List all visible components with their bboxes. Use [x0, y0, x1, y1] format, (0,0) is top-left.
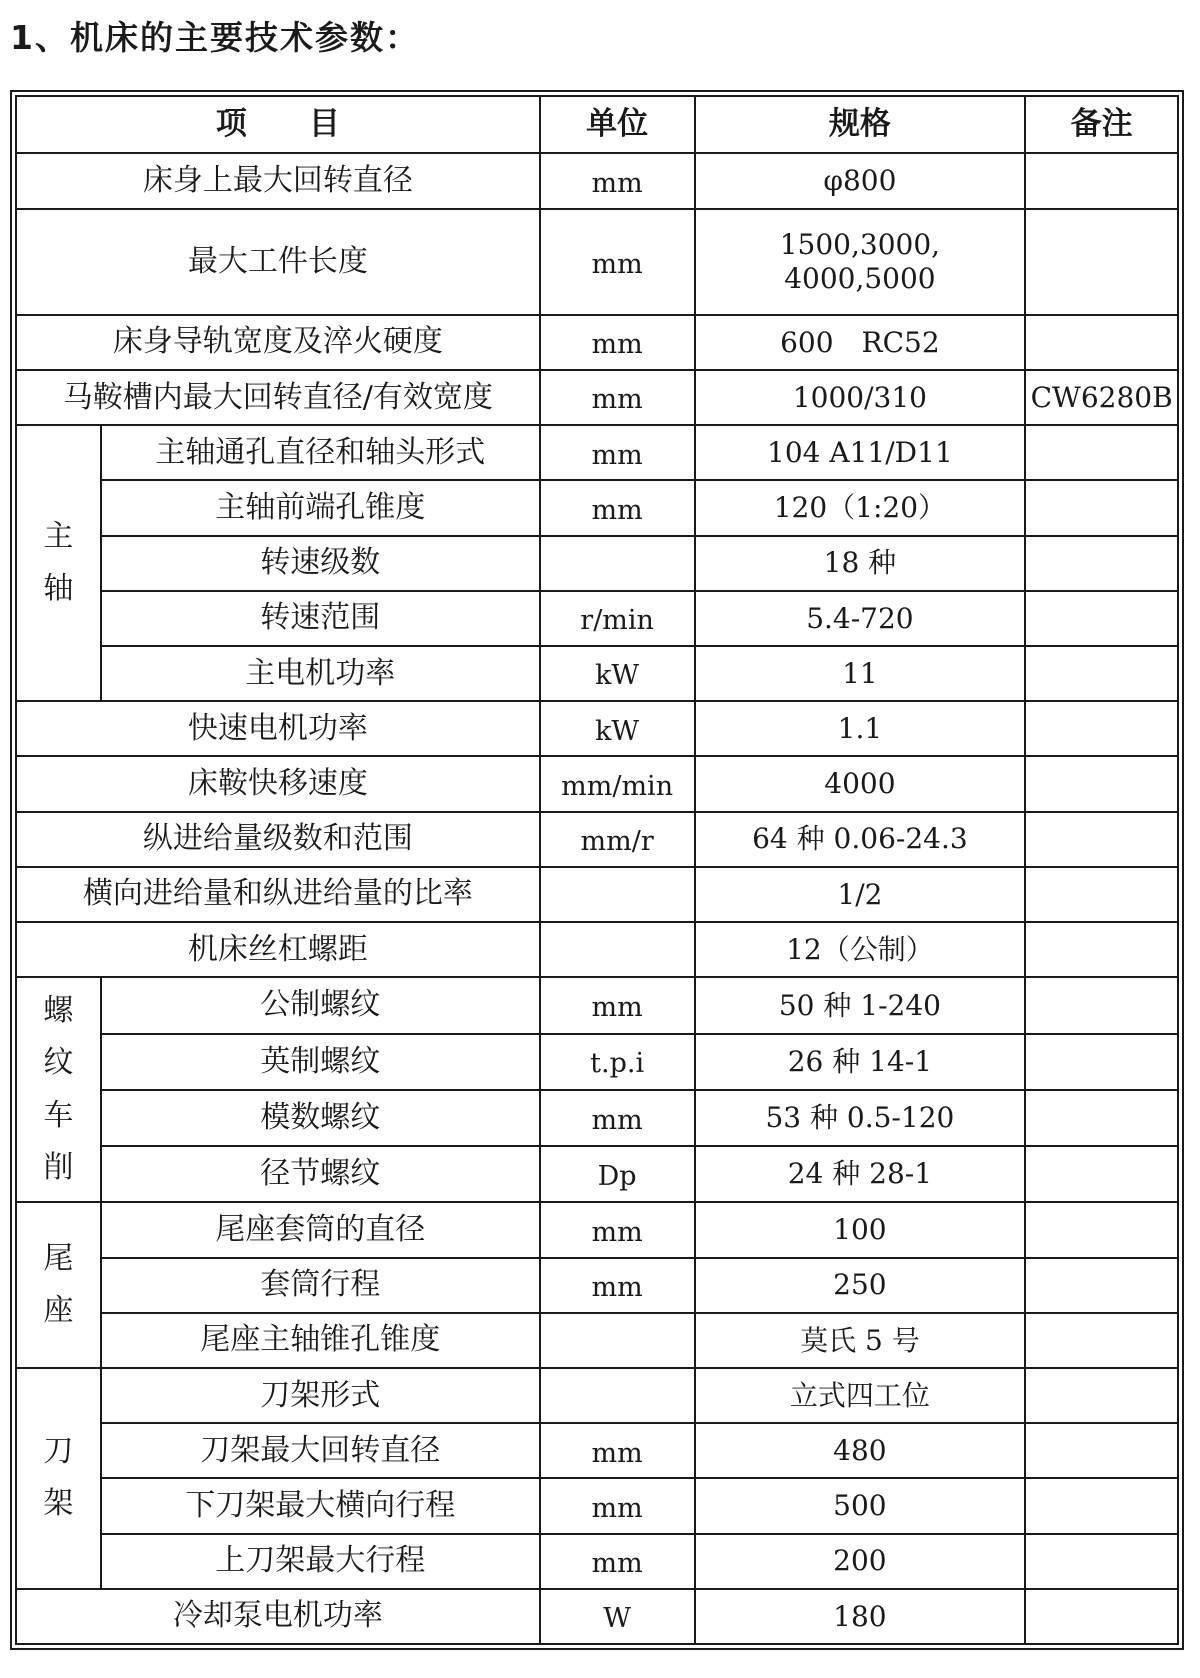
remark-cell [1025, 646, 1178, 701]
item-cell: 径节螺纹 [101, 1146, 540, 1202]
item-cell: 机床丝杠螺距 [16, 922, 540, 977]
unit-cell: mm [540, 1202, 695, 1257]
remark-cell [1025, 591, 1178, 646]
header-remark: 备注 [1025, 96, 1178, 153]
group-label-thread: 螺 纹 车 削 [16, 977, 101, 1202]
remark-cell [1025, 867, 1178, 922]
item-cell: 主轴通孔直径和轴头形式 [101, 425, 540, 480]
item-cell: 尾座套筒的直径 [101, 1202, 540, 1257]
spec-cell: 4000 [695, 756, 1026, 811]
item-cell: 床身导轨宽度及淬火硬度 [16, 315, 540, 370]
unit-cell [540, 1368, 695, 1423]
spec-cell: 100 [695, 1202, 1026, 1257]
spec-cell: 120（1:20） [695, 480, 1026, 535]
spec-cell: 104 A11/D11 [695, 425, 1026, 480]
spec-cell: 50 种 1-240 [695, 977, 1026, 1033]
remark-cell [1025, 1589, 1178, 1644]
unit-cell: mm [540, 480, 695, 535]
spec-cell: 600 RC52 [695, 315, 1026, 370]
spec-cell: 1.1 [695, 701, 1026, 756]
unit-cell: mm [540, 370, 695, 425]
spec-table-frame [10, 90, 1184, 1650]
item-cell: 转速级数 [101, 536, 540, 591]
unit-cell: mm [540, 153, 695, 208]
item-cell: 刀架形式 [101, 1368, 540, 1423]
table-row [16, 867, 1178, 922]
remark-cell [1025, 701, 1178, 756]
spec-cell: 64 种 0.06-24.3 [695, 812, 1026, 867]
table-row [16, 1034, 1178, 1090]
header-item: 项 目 [16, 96, 540, 153]
table-row [16, 1202, 1178, 1257]
spec-cell: φ800 [695, 153, 1026, 208]
spec-table [15, 95, 1179, 1645]
table-row [16, 480, 1178, 535]
remark-cell [1025, 1090, 1178, 1146]
unit-cell [540, 922, 695, 977]
spec-cell: 250 [695, 1258, 1026, 1313]
group-label-spindle: 主 轴 [16, 425, 101, 701]
unit-cell: t.p.i [540, 1034, 695, 1090]
table-row [16, 370, 1178, 425]
remark-cell [1025, 1423, 1178, 1478]
table-row [16, 1146, 1178, 1202]
table-row [16, 536, 1178, 591]
remark-cell [1025, 425, 1178, 480]
item-cell: 公制螺纹 [101, 977, 540, 1033]
table-row [16, 1534, 1178, 1589]
remark-cell [1025, 1313, 1178, 1368]
spec-cell: 5.4-720 [695, 591, 1026, 646]
unit-cell [540, 867, 695, 922]
unit-cell: r/min [540, 591, 695, 646]
remark-cell [1025, 922, 1178, 977]
unit-cell [540, 1313, 695, 1368]
item-cell: 刀架最大回转直径 [101, 1423, 540, 1478]
unit-cell: mm [540, 209, 695, 315]
table-row [16, 812, 1178, 867]
remark-cell [1025, 1146, 1178, 1202]
spec-cell: 11 [695, 646, 1026, 701]
unit-cell: mm [540, 315, 695, 370]
item-cell: 转速范围 [101, 591, 540, 646]
table-row [16, 315, 1178, 370]
page-title: 1、机床的主要技术参数： [10, 18, 420, 57]
header-spec: 规格 [695, 96, 1026, 153]
remark-cell [1025, 756, 1178, 811]
unit-cell: Dp [540, 1146, 695, 1202]
table-row [16, 701, 1178, 756]
item-cell: 主电机功率 [101, 646, 540, 701]
remark-cell [1025, 480, 1178, 535]
table-row [16, 1589, 1178, 1644]
remark-cell [1025, 1368, 1178, 1423]
item-cell: 套筒行程 [101, 1258, 540, 1313]
remark-cell [1025, 315, 1178, 370]
item-cell: 上刀架最大行程 [101, 1534, 540, 1589]
unit-cell: mm [540, 1090, 695, 1146]
spec-cell: 500 [695, 1478, 1026, 1533]
unit-cell: mm [540, 425, 695, 480]
item-cell: 床身上最大回转直径 [16, 153, 540, 208]
remark-cell [1025, 977, 1178, 1033]
remark-cell [1025, 1258, 1178, 1313]
table-row [16, 153, 1178, 208]
unit-cell: mm/min [540, 756, 695, 811]
remark-cell [1025, 812, 1178, 867]
table-row [16, 1478, 1178, 1533]
item-cell: 尾座主轴锥孔锥度 [101, 1313, 540, 1368]
remark-cell [1025, 1202, 1178, 1257]
spec-cell: 1500,3000, 4000,5000 [695, 209, 1026, 315]
remark-cell [1025, 153, 1178, 208]
item-cell: 英制螺纹 [101, 1034, 540, 1090]
spec-cell: 53 种 0.5-120 [695, 1090, 1026, 1146]
spec-cell: 1/2 [695, 867, 1026, 922]
spec-cell: 24 种 28-1 [695, 1146, 1026, 1202]
remark-cell [1025, 1478, 1178, 1533]
spec-cell: 18 种 [695, 536, 1026, 591]
unit-cell: mm [540, 977, 695, 1033]
item-cell: 模数螺纹 [101, 1090, 540, 1146]
item-cell: 横向进给量和纵进给量的比率 [16, 867, 540, 922]
item-cell: 马鞍槽内最大回转直径/有效宽度 [16, 370, 540, 425]
table-row [16, 591, 1178, 646]
table-header-row [16, 96, 1178, 153]
table-row [16, 1258, 1178, 1313]
remark-cell [1025, 209, 1178, 315]
header-unit: 单位 [540, 96, 695, 153]
unit-cell: mm [540, 1478, 695, 1533]
item-cell: 床鞍快移速度 [16, 756, 540, 811]
unit-cell: mm [540, 1423, 695, 1478]
remark-cell [1025, 1534, 1178, 1589]
table-row [16, 922, 1178, 977]
item-cell: 快速电机功率 [16, 701, 540, 756]
remark-cell [1025, 1034, 1178, 1090]
table-row [16, 756, 1178, 811]
unit-cell: mm [540, 1258, 695, 1313]
remark-cell: CW6280B [1025, 370, 1178, 425]
table-row [16, 1090, 1178, 1146]
spec-cell: 1000/310 [695, 370, 1026, 425]
spec-cell: 200 [695, 1534, 1026, 1589]
item-cell: 最大工件长度 [16, 209, 540, 315]
item-cell: 冷却泵电机功率 [16, 1589, 540, 1644]
item-cell: 下刀架最大横向行程 [101, 1478, 540, 1533]
unit-cell: mm [540, 1534, 695, 1589]
table-row [16, 209, 1178, 315]
spec-cell: 480 [695, 1423, 1026, 1478]
table-row [16, 1313, 1178, 1368]
spec-cell: 莫氏 5 号 [695, 1313, 1026, 1368]
item-cell: 纵进给量级数和范围 [16, 812, 540, 867]
unit-cell: kW [540, 701, 695, 756]
spec-cell: 立式四工位 [695, 1368, 1026, 1423]
table-row [16, 1423, 1178, 1478]
spec-cell: 26 种 14-1 [695, 1034, 1026, 1090]
spec-cell: 180 [695, 1589, 1026, 1644]
table-row [16, 425, 1178, 480]
table-row [16, 646, 1178, 701]
unit-cell [540, 536, 695, 591]
unit-cell: kW [540, 646, 695, 701]
unit-cell: W [540, 1589, 695, 1644]
unit-cell: mm/r [540, 812, 695, 867]
table-row [16, 977, 1178, 1033]
remark-cell [1025, 536, 1178, 591]
table-row [16, 1368, 1178, 1423]
group-label-toolpost: 刀 架 [16, 1368, 101, 1589]
group-label-tailstock: 尾 座 [16, 1202, 101, 1368]
item-cell: 主轴前端孔锥度 [101, 480, 540, 535]
spec-cell: 12（公制） [695, 922, 1026, 977]
